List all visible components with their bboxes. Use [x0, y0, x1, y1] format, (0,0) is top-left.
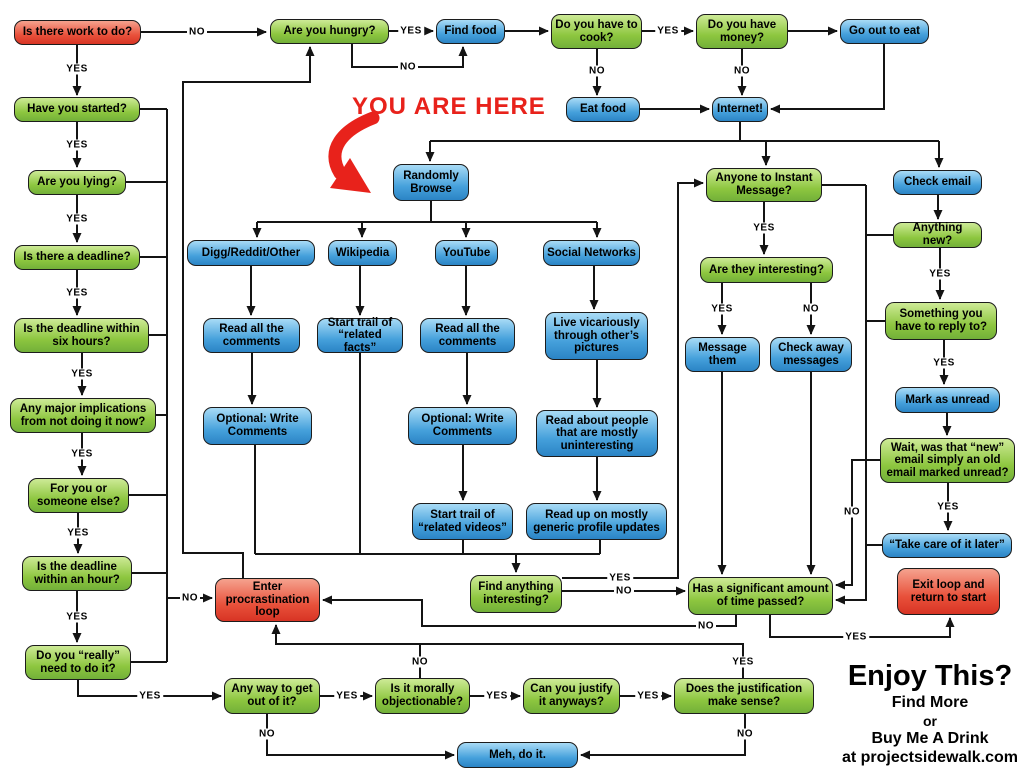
node-wikipedia: Wikipedia: [328, 240, 397, 266]
node-work: Is there work to do?: [14, 20, 141, 45]
promo-text-block: [833, 660, 1024, 766]
node-away-messages: Check away messages: [770, 337, 852, 372]
edge-label-yes: YES: [139, 690, 161, 702]
node-read-all-2: Read all the comments: [420, 318, 515, 353]
promo-site-url: at projectsidewalk.com: [841, 748, 1019, 766]
node-read-all-1: Read all the comments: [203, 318, 300, 353]
node-social: Social Networks: [543, 240, 640, 266]
edge-label-no: NO: [698, 620, 714, 632]
edge-label-no: NO: [734, 65, 750, 77]
edge-label-yes: YES: [657, 25, 679, 37]
edge-label-yes: YES: [400, 25, 422, 37]
node-im: Anyone to Instant Message?: [706, 168, 822, 202]
edge-label-yes: YES: [933, 357, 955, 369]
edge-label-yes: YES: [66, 139, 88, 151]
edge-line: [183, 47, 310, 578]
node-vicariously: Live vicariously through other’s pictures: [545, 312, 648, 360]
node-digg: Digg/Reddit/Other: [187, 240, 315, 266]
edge-label-no: NO: [400, 61, 416, 73]
node-read-up: Read up on mostly generic profile updates: [526, 503, 667, 540]
node-money: Do you have money?: [696, 14, 788, 49]
edge-label-no: NO: [737, 728, 753, 740]
edge-label-yes: YES: [66, 611, 88, 623]
node-they-interesting: Are they interesting?: [700, 257, 833, 283]
edge-label-yes: YES: [67, 527, 89, 539]
node-hour: Is the deadline within an hour?: [22, 556, 132, 591]
node-read-about: Read about people that are mostly uninteresting: [536, 410, 658, 457]
you-are-here-label: YOU ARE HERE: [352, 93, 546, 120]
edge-label-no: NO: [589, 65, 605, 77]
edge-label-no: NO: [259, 728, 275, 740]
node-justify: Can you justify it anyways?: [523, 678, 620, 714]
node-youtube: YouTube: [435, 240, 498, 266]
node-hungry: Are you hungry?: [270, 19, 389, 44]
node-related-facts: Start trail of “related facts”: [317, 318, 403, 353]
node-browse: Randomly Browse: [393, 164, 469, 201]
edge-label-yes: YES: [486, 690, 508, 702]
edge-label-yes: YES: [929, 268, 951, 280]
node-wait-new: Wait, was that “new” email simply an old email marked unread?: [880, 438, 1015, 483]
promo-or: or: [923, 713, 937, 730]
edge-label-yes: YES: [336, 690, 358, 702]
promo-title: Enjoy This?: [847, 660, 1013, 692]
edge-line: [836, 460, 880, 585]
node-internet: Internet!: [712, 97, 768, 122]
edge-line: [267, 714, 454, 755]
edge-label-yes: YES: [637, 690, 659, 702]
node-optional-1: Optional: Write Comments: [203, 407, 312, 445]
edge-label-yes: YES: [753, 222, 775, 234]
node-check-email: Check email: [893, 170, 982, 195]
node-justification: Does the justification make sense?: [674, 678, 814, 714]
edge-label-yes: YES: [937, 501, 959, 513]
node-take-care: “Take care of it later”: [882, 533, 1012, 558]
promo-find-more: Find More: [891, 694, 969, 712]
node-find-anything: Find anything interesting?: [470, 575, 562, 613]
node-six-hours: Is the deadline within six hours?: [14, 318, 149, 353]
edge-label-yes: YES: [71, 448, 93, 460]
edge-line: [581, 714, 745, 755]
node-for-you: For you or someone else?: [28, 478, 129, 513]
node-anything-new: Anything new?: [893, 222, 982, 248]
node-morally: Is it morally objectionable?: [375, 678, 470, 714]
edge-label-no: NO: [616, 585, 632, 597]
edge-label-yes: YES: [609, 572, 631, 584]
edge-line: [771, 44, 884, 109]
edge-label-no: NO: [803, 303, 819, 315]
edge-label-yes: YES: [66, 213, 88, 225]
node-find-food: Find food: [436, 19, 505, 44]
edge-label-yes: YES: [711, 303, 733, 315]
edge-label-no: NO: [189, 26, 205, 38]
node-eat-food: Eat food: [566, 97, 640, 122]
node-go-out: Go out to eat: [840, 19, 929, 44]
edge-label-yes: YES: [71, 368, 93, 380]
edge-label-no: NO: [412, 656, 428, 668]
edge-line: [276, 625, 743, 678]
node-exit-loop: Exit loop and return to start: [897, 568, 1000, 615]
edge-label-yes: YES: [66, 63, 88, 75]
node-cook: Do you have to cook?: [551, 14, 642, 49]
promo-buy-drink: Buy Me A Drink: [871, 729, 989, 747]
node-lying: Are you lying?: [28, 170, 126, 195]
node-started: Have you started?: [14, 97, 140, 122]
node-really: Do you “really” need to do it?: [25, 645, 131, 680]
edge-label-no: NO: [182, 592, 198, 604]
node-optional-2: Optional: Write Comments: [408, 407, 517, 445]
edge-label-yes: YES: [845, 631, 867, 643]
edge-label-no: NO: [844, 506, 860, 518]
edge-label-yes: YES: [732, 656, 754, 668]
node-implications: Any major implications from not doing it now?: [10, 398, 156, 433]
node-mark-unread: Mark as unread: [895, 387, 1000, 413]
edge-label-yes: YES: [66, 287, 88, 299]
node-message-them: Message them: [685, 337, 760, 372]
node-deadline: Is there a deadline?: [14, 245, 140, 270]
node-meh: Meh, do it.: [457, 742, 578, 768]
node-related-videos: Start trail of “related videos”: [412, 503, 513, 540]
node-any-way: Any way to get out of it?: [224, 678, 320, 714]
node-significant: Has a significant amount of time passed?: [688, 577, 833, 615]
node-enter-loop: Enter procrastination loop: [215, 578, 320, 622]
node-reply: Something you have to reply to?: [885, 302, 997, 340]
